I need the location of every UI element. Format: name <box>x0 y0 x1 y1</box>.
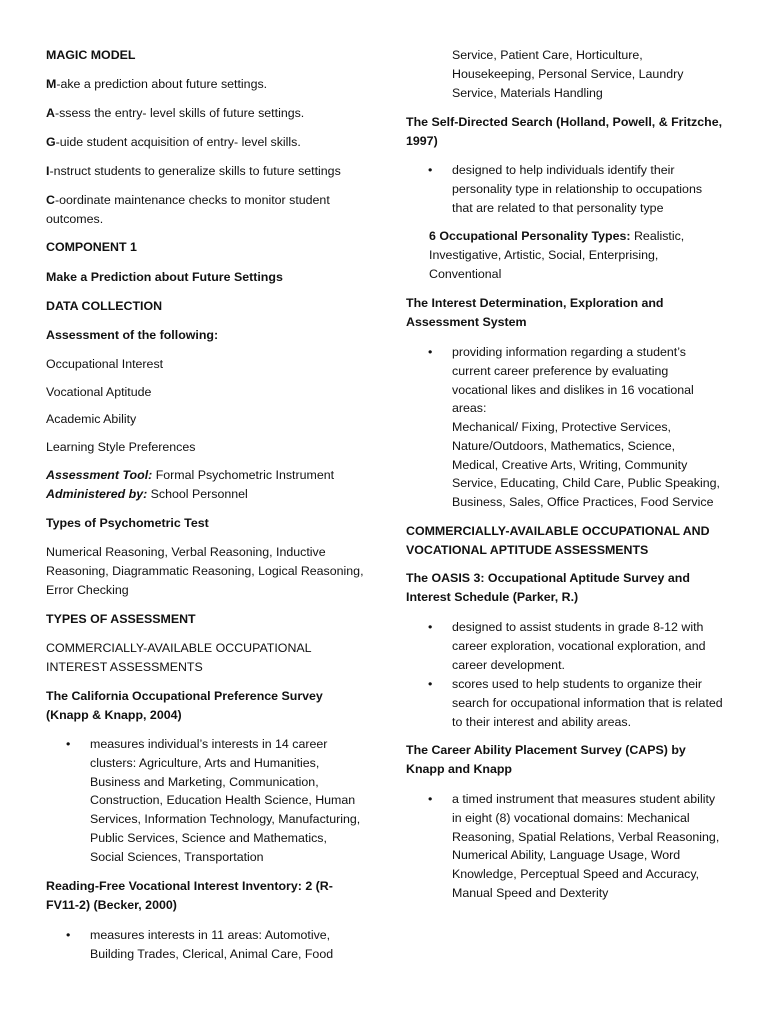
assessment-item: Occupational Interest <box>46 357 164 371</box>
bullet-dot: • <box>428 677 433 691</box>
assessment-item: Vocational Aptitude <box>46 385 152 399</box>
assessment-of-heading: Assessment of the following: <box>46 328 219 342</box>
component-1-heading: COMPONENT 1 <box>46 240 137 254</box>
magic-model-title: MAGIC MODEL <box>46 48 136 62</box>
rfvii-bullet-text-part2: Service, Patient Care, Horticulture, Housekeeping, Personal Service, Laundry Service, Materials Handling <box>452 48 684 100</box>
bullet-dot: • <box>66 928 71 942</box>
oasis-bullet-text: scores used to help students to organize their search for occupational information that is related to their interest and ability areas. <box>452 677 723 729</box>
magic-item-c: C-oordinate maintenance checks to monitor student outcomes. <box>46 193 330 226</box>
magic-item-a: A-ssess the entry- level skills of future settings. <box>46 106 305 120</box>
caps-bullet-text: a timed instrument that measures student ability in eight (8) vocational domains: Mechanical Reasoning, Spatial Relations, Verbal Reasoning, Numerical Ability, Language Usage, Word Knowledge, Perceptual Speed and Accuracy, Manual Speed and Dexterity <box>452 792 720 900</box>
types-of-assessment-heading: TYPES OF ASSESSMENT <box>46 612 196 626</box>
cops-bullet-text: measures individual’s interests in 14 career clusters: Agriculture, Arts and Humanities, Business and Marketing, Communication, Construction, Education Health Science, Human Services, Information Technology, Manufacturing, Public Services, Science and Mathematics, Social Sciences, Transportation <box>90 737 361 864</box>
data-collection-heading: DATA COLLECTION <box>46 299 163 313</box>
commercial-aptitude-heading: COMMERCIALLY-AVAILABLE OCCUPATIONAL AND VOCATIONAL APTITUDE ASSESSMENTS <box>406 524 710 557</box>
caps-title: The Career Ability Placement Survey (CAPS) by Knapp and Knapp <box>406 743 686 776</box>
sds-types: 6 Occupational Personality Types: Realistic, Investigative, Artistic, Social, Enterprising, Conventional <box>429 229 685 281</box>
oasis-title: The OASIS 3: Occupational Aptitude Survey and Interest Schedule (Parker, R.) <box>406 571 690 604</box>
administered-by-line: Administered by: School Personnel <box>46 487 248 501</box>
assessment-tool-line: Assessment Tool: Formal Psychometric Instrument <box>46 468 335 482</box>
ideas-bullet-list: Mechanical/ Fixing, Protective Services, Nature/Outdoors, Mathematics, Science, Medical, Creative Arts, Writing, Community Service, Educating, Child Care, Public Speaking, Business, Sales, Office Practices, Food Service <box>452 420 720 510</box>
cops-title: The California Occupational Preference Survey (Knapp & Knapp, 2004) <box>46 689 323 722</box>
bullet-dot: • <box>428 620 433 634</box>
assessment-item: Learning Style Preferences <box>46 440 196 454</box>
assessment-item: Academic Ability <box>46 412 137 426</box>
types-psychometric-heading: Types of Psychometric Test <box>46 516 209 530</box>
prediction-heading: Make a Prediction about Future Settings <box>46 270 283 284</box>
sds-title: The Self-Directed Search (Holland, Powell, & Fritzche, 1997) <box>406 115 723 148</box>
ideas-title: The Interest Determination, Exploration and Assessment System <box>406 296 664 329</box>
rfvii-title: Reading-Free Vocational Interest Inventory: 2 (R-FV11-2) (Becker, 2000) <box>46 879 333 912</box>
sds-bullet-text: designed to help individuals identify their personality type in relationship to occupations that are related to that personality type <box>452 163 703 215</box>
psychometric-list: Numerical Reasoning, Verbal Reasoning, Inductive Reasoning, Diagrammatic Reasoning, Logical Reasoning, Error Checking <box>46 545 364 597</box>
rfvii-bullet-text-part1: measures interests in 11 areas: Automotive, Building Trades, Clerical, Animal Care, Food <box>90 928 334 961</box>
magic-item-g: G-uide student acquisition of entry- level skills. <box>46 135 301 149</box>
commercial-interest-heading: COMMERCIALLY-AVAILABLE OCCUPATIONAL INTEREST ASSESSMENTS <box>46 641 312 674</box>
bullet-dot: • <box>66 737 71 751</box>
oasis-bullet-text: designed to assist students in grade 8-12 with career exploration, vocational exploration, and career development. <box>452 620 706 672</box>
bullet-dot: • <box>428 792 433 806</box>
bullet-dot: • <box>428 345 433 359</box>
magic-item-m: M-ake a prediction about future settings. <box>46 77 268 91</box>
bullet-dot: • <box>428 163 433 177</box>
magic-item-i: I-nstruct students to generalize skills to future settings <box>46 164 341 178</box>
ideas-bullet-intro: providing information regarding a student’s current career preference by evaluating vocational likes and dislikes in 16 vocational areas: <box>452 345 694 416</box>
